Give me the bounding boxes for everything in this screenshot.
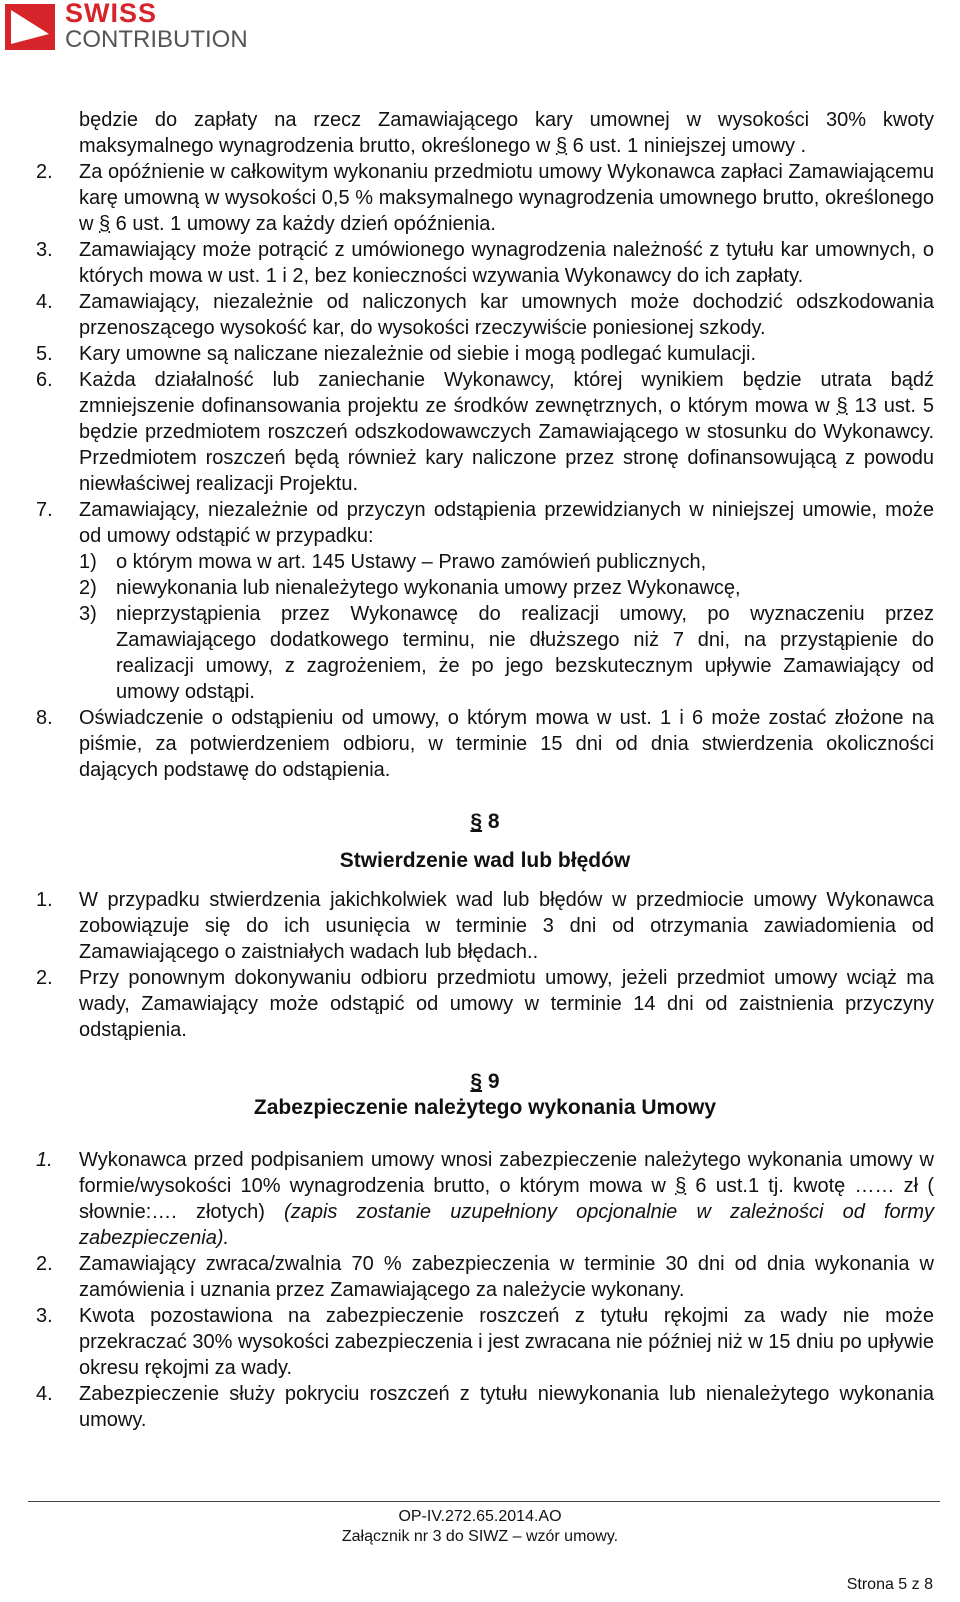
list-number: 3. [36,239,53,261]
list-number: 1. [36,1149,53,1171]
section-8-title: Stwierdzenie wad lub błędów [339,849,631,872]
paragraph-sign: § [675,1175,687,1197]
page-number: Strona 5 z 8 [846,1576,933,1593]
list-text: Za opóźnienie w całkowitym wykonaniu przedmiotu umowy Wykonawca zapłaci Zamawiającemu karę umowną w wysokości 0,5 % maksymalnego wynagrodzenia umownego brutto, określonego w [79,161,934,235]
list-item [36,237,934,289]
list-text: Zamawiający może potrącić z umówionego wynagrodzenia należność z tytułu kar umownych, o których mowa w ust. 1 i 2, bez konieczności wzywania Wykonawcy do ich zapłaty. [79,239,934,287]
list-item [36,367,934,497]
list-item [36,497,934,705]
list-text-italic-note: (zapis zostanie uzupełniony opcjonalnie w zależności od formy zabezpieczenia). [79,1201,934,1249]
footer-divider [28,1501,940,1502]
section-number: 9 [482,1070,500,1093]
list-text: Zamawiający zwraca/zwalnia 70 % zabezpieczenia w terminie 30 dni od dnia wykonania w zamówienia i uznania przez Zamawiającego za należycie wykonany. [79,1253,934,1301]
footer-attachment-note: Załącznik nr 3 do SIWZ – wzór umowy. [341,1528,619,1545]
section-8-number [36,809,934,835]
list-text-end: 6 ust. 1 umowy za każdy dzień opóźnienia. [110,213,496,235]
list-text: Kary umowne są naliczane niezależnie od siebie i mogą podlegać kumulacji. [79,343,757,365]
list-text: Zamawiający, niezależnie od przyczyn odstąpienia przewidzianych w niniejszej umowie, może od umowy odstąpić w przypadku: [79,499,934,547]
list-text: Wykonawca przed podpisaniem umowy wnosi zabezpieczenie należytego wykonania umowy w formie/wysokości 10% wynagrodzenia brutto, o którym mowa w [79,1149,934,1197]
logo-swiss-text: SWISS [65,0,158,28]
section-9-title: Zabezpieczenie należytego wykonania Umowy [253,1096,717,1119]
list-text: Zamawiający, niezależnie od naliczonych kar umownych może dochodzić odszkodowania przenoszącego wysokość kar, do wysokości rzeczywiście poniesionej szkody. [79,291,934,339]
logo-contribution-text: CONTRIBUTION [65,26,248,53]
list-item [36,341,934,367]
intro-paragraph [36,107,934,159]
sub-list-text: niewykonania lub nienależytego wykonania umowy przez Wykonawcę, [116,577,741,599]
list-number: 2. [36,967,53,989]
intro-text: będzie do zapłaty na rzecz Zamawiającego kary umownej w wysokości 30% kwoty maksymalnego wynagrodzenia brutto, określonego w [79,109,934,157]
list-text: W przypadku stwierdzenia jakichkolwiek wad lub błędów w przedmiocie umowy Wykonawca zobowiązuje się do ich usunięcia w terminie 3 dni od otrzymania zawiadomienia od Zamawiającego o zaistniałych wadach lub błędach.. [79,889,934,963]
list-text: Kwota pozostawiona na zabezpieczenie roszczeń z tytułu rękojmi za wady nie może przekraczać 30% wysokości zabezpieczenia i jest zwracana nie później niż w 15 dniu po upływie okresu rękojmi za wady. [79,1305,934,1379]
list-text-end: 13 ust. 5 będzie przedmiotem roszczeń odszkodowawczych Zamawiającego w stosunku do Wykonawcy. Przedmiotem roszczeń będą również kary naliczone przez stronę dofinansowującą z powodu niewłaściwej realizacji Projektu. [79,395,934,495]
list-text: Zabezpieczenie służy pokryciu roszczeń z tytułu niewykonania lub nienależytego wykonania umowy. [79,1383,934,1431]
list-number: 5. [36,343,53,365]
list-number: 4. [36,1383,53,1405]
sub-list-item [79,549,934,575]
paragraph-sign: § [470,1070,483,1093]
list-item [36,1147,934,1251]
paragraph-sign: § [470,810,483,833]
sub-list-number: 1) [79,551,97,573]
list-number: 8. [36,707,53,729]
list-number: 1. [36,889,53,911]
intro-text-end: 6 ust. 1 niniejszej umowy . [567,135,807,157]
list-item [36,159,934,237]
list-number: 7. [36,499,53,521]
list-item [36,289,934,341]
swiss-contribution-logo [5,0,248,53]
sub-list-item [79,601,934,705]
list-number: 4. [36,291,53,313]
section-9-number [36,1069,934,1095]
list-number: 2. [36,1253,53,1275]
list-item [36,1303,934,1381]
list-text-middle: 6 ust.1 tj. kwotę …… zł ( słownie:…. złotych) [79,1175,934,1223]
list-item [36,1251,934,1303]
list-number: 6. [36,369,53,391]
sub-list-number: 2) [79,577,97,599]
list-text: Przy ponownym dokonywaniu odbioru przedmiotu umowy, jeżeli przedmiot umowy wciąż ma wady, Zamawiający może odstąpić od umowy w terminie 14 dni od zaistnienia przyczyny odstąpienia. [79,967,934,1041]
list-item [36,705,934,783]
list-text: Oświadczenie o odstąpieniu od umowy, o którym mowa w ust. 1 i 6 może zostać złożone na piśmie, za potwierdzeniem odbioru, w terminie 15 dni od dnia stwierdzenia okoliczności dających podstawę do odstąpienia. [79,707,934,781]
list-text: Każda działalność lub zaniechanie Wykonawcy, której wynikiem będzie utrata bądź zmniejszenie dofinansowania projektu ze środków zewnętrznych, o którym mowa w [79,369,934,417]
logo-flag-icon [5,4,55,50]
list-item [36,1381,934,1433]
sub-list-number: 3) [79,603,97,625]
list-number: 2. [36,161,53,183]
footer-reference: OP-IV.272.65.2014.AO [398,1508,562,1525]
list-item [36,887,934,965]
paragraph-sign: § [555,135,568,157]
sub-list-item [79,575,934,601]
section-number: 8 [482,810,500,833]
paragraph-sign: § [836,395,848,417]
sub-list-text: nieprzystąpienia przez Wykonawcę do realizacji umowy, po wyznaczeniu przez Zamawiającego dodatkowego terminu, nie dłuższego niż 7 dni, na przystąpienie do realizacji umowy, z zagrożeniem, że po jego bezskutecznym upływie Zamawiający od umowy odstąpi. [116,603,934,703]
document-body [36,107,934,1433]
paragraph-sign: § [99,213,111,235]
sub-list-text: o którym mowa w art. 145 Ustawy – Prawo zamówień publicznych, [116,551,707,573]
list-number: 3. [36,1305,53,1327]
list-item [36,965,934,1043]
